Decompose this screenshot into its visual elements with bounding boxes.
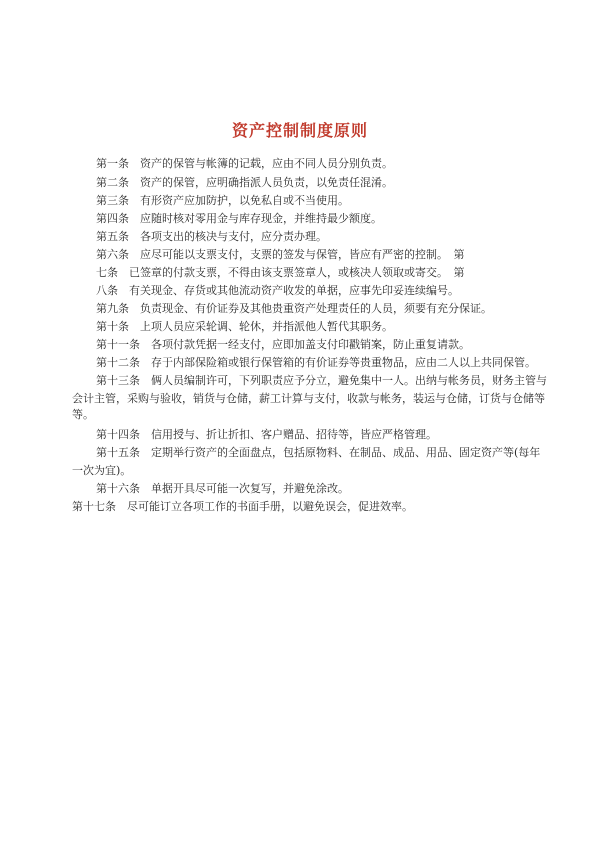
article-line: 第九条 负责现金、有价证券及其他贵重资产处理责任的人员，须要有充分保证。 <box>96 302 492 315</box>
article-line: 第十三条 俩人员编制许可，下列职责应予分立，避免集中一人。出纳与帐务员，财务主管与 <box>96 374 547 387</box>
article-line: 七条 已签章的付款支票，不得由该支票签章人，或核决人领取或寄交。 第 <box>96 266 465 279</box>
article-line: 一次为宜)。 <box>72 464 132 477</box>
article-line: 第十条 上项人员应采轮调、轮休，并指派他人暂代其职务。 <box>96 320 393 333</box>
article-line: 第一条 资产的保管与帐簿的记载，应由不同人员分别负责。 <box>96 157 393 170</box>
article-line: 八条 有关现金、存货或其他流动资产收发的单据，应事先印妥连续编号。 <box>96 284 459 297</box>
article-line: 第十七条 尽可能订立各项工作的书面手册，以避免误会，促进效率。 <box>72 500 413 513</box>
article-line: 第十一条 各项付款凭据一经支付，应即加盖支付印戳销案，防止重复请款。 <box>96 338 470 351</box>
article-line: 第五条 各项支出的核决与支付，应分责办理。 <box>96 230 327 243</box>
article-line: 第十四条 信用授与、折让折扣、客户赠品、招待等，皆应严格管理。 <box>96 428 437 441</box>
article-line: 第十二条 存于内部保险箱或银行保管箱的有价证券等贵重物品，应由二人以上共同保管。 <box>96 356 536 369</box>
document-title: 资产控制制度原则 <box>231 121 368 140</box>
article-line: 第四条 应随时核对零用金与库存现金，并维持最少额度。 <box>96 212 382 225</box>
article-line: 第二条 资产的保管，应明确指派人员负责，以免责任混淆。 <box>96 176 393 189</box>
article-line: 第十五条 定期举行资产的全面盘点，包括原物料、在制品、成品、用品、固定资产等(每年 <box>96 446 541 459</box>
article-line: 第六条 应尽可能以支票支付，支票的签发与保管，皆应有严密的控制。 第 <box>96 248 465 261</box>
article-line: 会计主管，采购与验收，销货与仓储，薪工计算与支付，收款与帐务，装运与仓储，订货与仓储等 <box>72 392 545 405</box>
article-line: 第三条 有形资产应加防护，以免私自或不当使用。 <box>96 194 349 207</box>
article-line: 第十六条 单据开具尽可能一次复写，并避免涂改。 <box>96 482 349 495</box>
article-line: 等。 <box>72 408 94 421</box>
